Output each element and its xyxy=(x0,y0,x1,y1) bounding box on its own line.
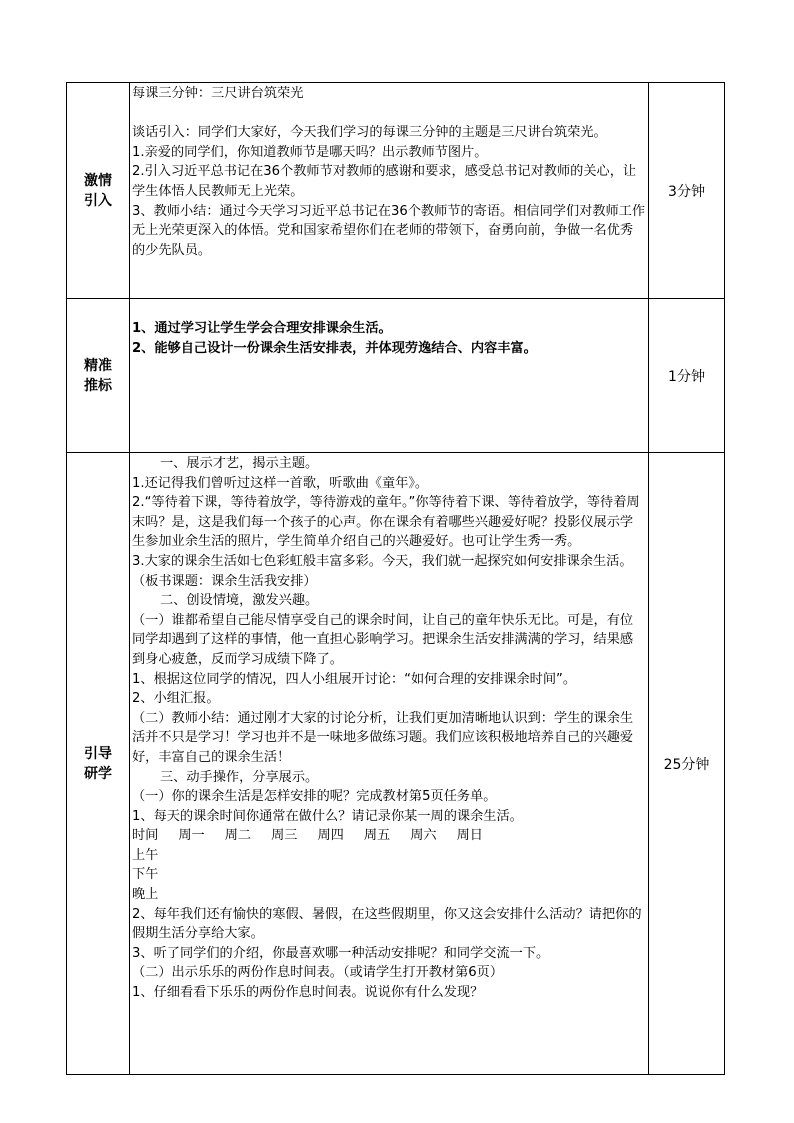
schedule-header-cell: 周一 xyxy=(178,828,205,844)
content-line: 2、小组汇报。 xyxy=(132,691,220,707)
stage-label-line: 研学 xyxy=(84,765,112,782)
content-line: 每课三分钟：三尺讲台筑荣光 xyxy=(132,86,304,101)
schedule-row-label: 晚上 xyxy=(132,887,159,903)
content-line: （一）你的课余生活是怎样安排的呢？完成教材第5页任务单。 xyxy=(132,789,497,805)
section-heading: 二、创设情境，激发兴趣。 xyxy=(160,593,319,609)
content-line: 2、每年我们还有愉快的寒假、暑假，在这些假期里，你又这会安排什么活动？请把你的假期生活分享给大家。 xyxy=(132,906,642,942)
content-line: 1.亲爱的同学们，你知道教师节是哪天吗？出示教师节图片。 xyxy=(132,144,488,160)
content-line: 2、能够自己设计一份课余生活安排表，并体现劳逸结合、内容丰富。 xyxy=(132,340,537,356)
schedule-header-cell: 周四 xyxy=(317,828,344,844)
duration-cell: 3分钟 xyxy=(649,83,725,299)
blank-line xyxy=(132,104,646,124)
stage-cell xyxy=(67,83,130,299)
schedule-header-cell: 时间 xyxy=(132,828,159,844)
stage-label-line: 引入 xyxy=(84,192,112,209)
content-line: 3、听了同学们的介绍，你最喜欢哪一种活动安排呢？和同学交流一下。 xyxy=(132,945,550,961)
table-row xyxy=(67,83,725,299)
stage-label-line: 引导 xyxy=(84,745,112,762)
content-line: 3、教师小结：通过今天学习习近平总书记在36个教师节的寄语。相信同学们对教师工作无上光荣更深入的体悟。党和国家希望你们在老师的带领下，奋勇向前，争做一名优秀的少先队员。 xyxy=(132,203,646,258)
content-cell xyxy=(130,453,649,1075)
content-line: 2.“等待着下课，等待着放学，等待游戏的童年。”你等待着下课、等待着放学，等待着周末吗？是，这是我们每一个孩子的心声。你在课余有着哪些兴趣爱好呢？投影仪展示学生参加业余生活的照片，学生简单介绍自己的兴趣爱好。也可让学生秀一秀。 xyxy=(132,495,640,550)
schedule-header-cell: 周日 xyxy=(456,828,483,844)
content-line: 2.引入习近平总书记在36个教师节对教师的感谢和要求，感受总书记对教师的关心，让学生体悟人民教师无上光荣。 xyxy=(132,164,637,199)
content-line: 谈话引入：同学们大家好，今天我们学习的每课三分钟的主题是三尺讲台筑荣光。 xyxy=(132,125,607,141)
schedule-row-label: 上午 xyxy=(132,847,159,863)
duration-cell: 1分钟 xyxy=(649,299,725,453)
content-line: 1、通过学习让学生学会合理安排课余生活。 xyxy=(132,321,392,336)
content-line: 3.大家的课余生活如七色彩虹般丰富多彩。今天，我们就一起探究如何安排课余生活。（板书课题：课余生活我安排） xyxy=(132,553,633,589)
content-cell xyxy=(130,299,649,453)
table-row xyxy=(67,299,725,453)
content-line: 1、每天的课余时间你通常在做什么？请记录你某一周的课余生活。 xyxy=(132,808,523,824)
content-line: （二）出示乐乐的两份作息时间表。（或请学生打开教材第6页） xyxy=(132,965,504,981)
stage-label-line: 推标 xyxy=(84,377,112,394)
schedule-row-label: 下午 xyxy=(132,867,159,883)
content-cell xyxy=(130,83,649,299)
stage-cell xyxy=(67,299,130,453)
content-line: 1.还记得我们曾听过这样一首歌，听歌曲《童年》。 xyxy=(132,475,429,491)
stage-label-line: 精准 xyxy=(84,357,112,374)
stage-cell xyxy=(67,453,130,1075)
content-line: 1、根据这位同学的情况，四人小组展开讨论：“如何合理的安排课余时间”。 xyxy=(132,671,577,687)
schedule-header-cell: 周二 xyxy=(224,828,252,844)
content-line: （二）教师小结：通过刚才大家的讨论分析，让我们更加清晰地认识到：学生的课余生活并不只是学习！学习也并不是一味地多做练习题。我们应该积极地培养自己的兴趣爱好，丰富自己的课余生活！ xyxy=(132,710,634,765)
duration-cell: 25分钟 xyxy=(649,453,725,1075)
section-heading: 一、展示才艺，揭示主题。 xyxy=(160,456,319,471)
content-line: （一）谁都希望自己能尽情享受自己的课余时间，让自己的童年快乐无比。可是，有位同学却遇到了这样的事情，他一直担心影响学习。把课余生活安排满满的学习，结果感到身心疲惫，反而学习成绩下降了。 xyxy=(132,612,634,667)
schedule-header xyxy=(132,826,646,846)
table-row xyxy=(67,453,725,1075)
schedule-header-cell: 周三 xyxy=(271,828,298,844)
lesson-plan-table xyxy=(66,82,725,1075)
section-heading: 三、动手操作，分享展示。 xyxy=(160,769,319,785)
schedule-header-cell: 周六 xyxy=(410,828,437,844)
stage-label-line: 激情 xyxy=(84,172,112,189)
schedule-header-cell: 周五 xyxy=(363,828,391,844)
content-line: 1、仔细看看下乐乐的两份作息时间表。说说你有什么发现？ xyxy=(132,985,484,1001)
